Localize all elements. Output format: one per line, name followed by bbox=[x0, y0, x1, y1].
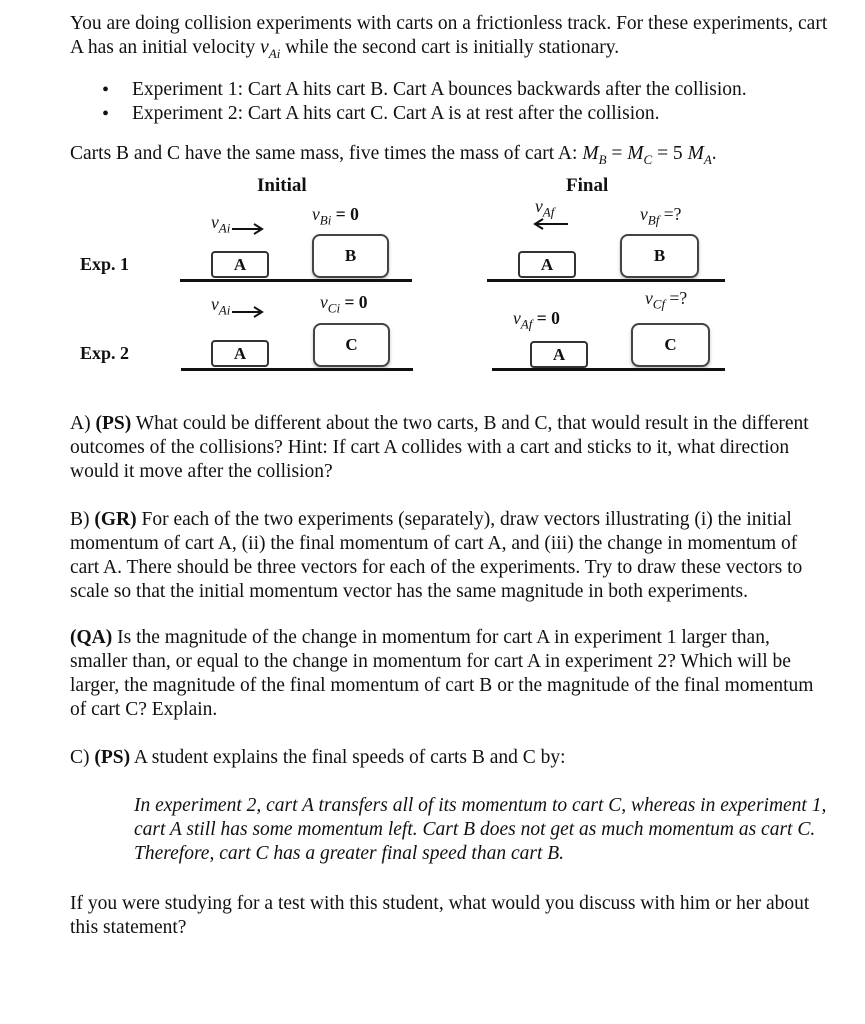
label-v-ai-exp1: $v_{Ai}$ bbox=[211, 212, 231, 236]
cart-c-final: C bbox=[631, 323, 710, 367]
cart-a-final-exp1: A bbox=[518, 251, 576, 278]
cart-b-initial: B bbox=[312, 234, 389, 278]
cart-a-initial-exp2: A bbox=[211, 340, 269, 367]
mass-statement: Carts B and C have the same mass, five times the mass of cart A: $M_B = M_C = 5$ $M_A$. bbox=[70, 143, 717, 167]
list-item: • Experiment 2: Cart A hits cart C. Cart A is at rest after the collision. bbox=[132, 102, 830, 126]
label-v-bi: $v_{Bi} = 0$ bbox=[312, 204, 359, 228]
worksheet bbox=[70, 12, 830, 940]
arrow-right-icon bbox=[230, 222, 266, 236]
mass-formula: $M_B = M_C = 5$ $M_A$. bbox=[582, 143, 717, 167]
experiment-list bbox=[70, 78, 830, 126]
part-a-question: A) (PS) What could be different about the two carts, B and C, that would result in the different outcomes of the collisions? Hint: If cart A collides with a cart and sticks to it, what direction would it move after the collision? bbox=[70, 413, 809, 482]
label-v-af-exp2: $v_{Af} = 0$ bbox=[513, 308, 560, 332]
arrow-right-icon bbox=[230, 305, 266, 319]
cart-a-initial-exp1: A bbox=[211, 251, 269, 278]
exp2-label: Exp. 2 bbox=[80, 343, 130, 363]
cart-b-final: B bbox=[620, 234, 699, 278]
label-v-ai-exp2: $v_{Ai}$ bbox=[211, 294, 231, 318]
closing-question: If you were studying for a test with this student, what would you discuss with him or her about this statement? bbox=[70, 893, 810, 938]
part-c-question: C) (PS) A student explains the final speeds of carts B and C by: bbox=[70, 747, 566, 768]
label-v-ci: $v_{Ci} = 0$ bbox=[320, 292, 368, 316]
student-quote: In experiment 2, cart A transfers all of its momentum to cart C, whereas in experiment 1, cart A still has some momentum left. Cart B does not get as much momentum as cart C. Therefore, cart C has a greater final speed than cart B. bbox=[134, 795, 827, 864]
track-exp1-initial bbox=[180, 279, 412, 282]
header-final: Final bbox=[566, 175, 609, 196]
label-v-cf: $v_{Cf}$ =? bbox=[645, 288, 688, 312]
cart-a-final-exp2: A bbox=[530, 341, 588, 368]
part-b-question: B) (GR) For each of the two experiments (separately), draw vectors illustrating (i) the initial momentum of cart A, (ii) the final momentum of cart A, and (iii) the change in momentum of cart A. There should be three vectors for each of the experiments. Try to draw these vectors to scale so that the initial momentum vector has the same magnitude in both experiments. bbox=[70, 509, 803, 602]
track-exp2-final bbox=[492, 368, 725, 371]
track-exp1-final bbox=[487, 279, 725, 282]
label-v-bf: $v_{Bf}$ =? bbox=[640, 204, 682, 228]
cart-c-initial: C bbox=[313, 323, 390, 367]
label-v-af-exp1: $v_{Af}$ bbox=[535, 196, 555, 220]
collision-diagram bbox=[0, 166, 865, 412]
list-item: • Experiment 1: Cart A hits cart B. Cart A bounces backwards after the collision. bbox=[132, 78, 830, 102]
part-qa-question: (QA) Is the magnitude of the change in momentum for cart A in experiment 1 larger than, smaller than, or equal to the change in momentum for cart A in experiment 2? Which will be larger, the magnitude of the final momentum of cart B or the magnitude of the final momentum of cart C? Explain. bbox=[70, 627, 814, 720]
header-initial: Initial bbox=[257, 175, 307, 196]
track-exp2-initial bbox=[181, 368, 413, 371]
intro-paragraph: You are doing collision experiments with carts on a frictionless track. For these experiments, cart A has an initial velocity $v_{Ai}$ while the second cart is initially stationary. bbox=[70, 13, 828, 61]
arrow-left-icon bbox=[530, 217, 570, 231]
exp1-label: Exp. 1 bbox=[80, 254, 130, 274]
